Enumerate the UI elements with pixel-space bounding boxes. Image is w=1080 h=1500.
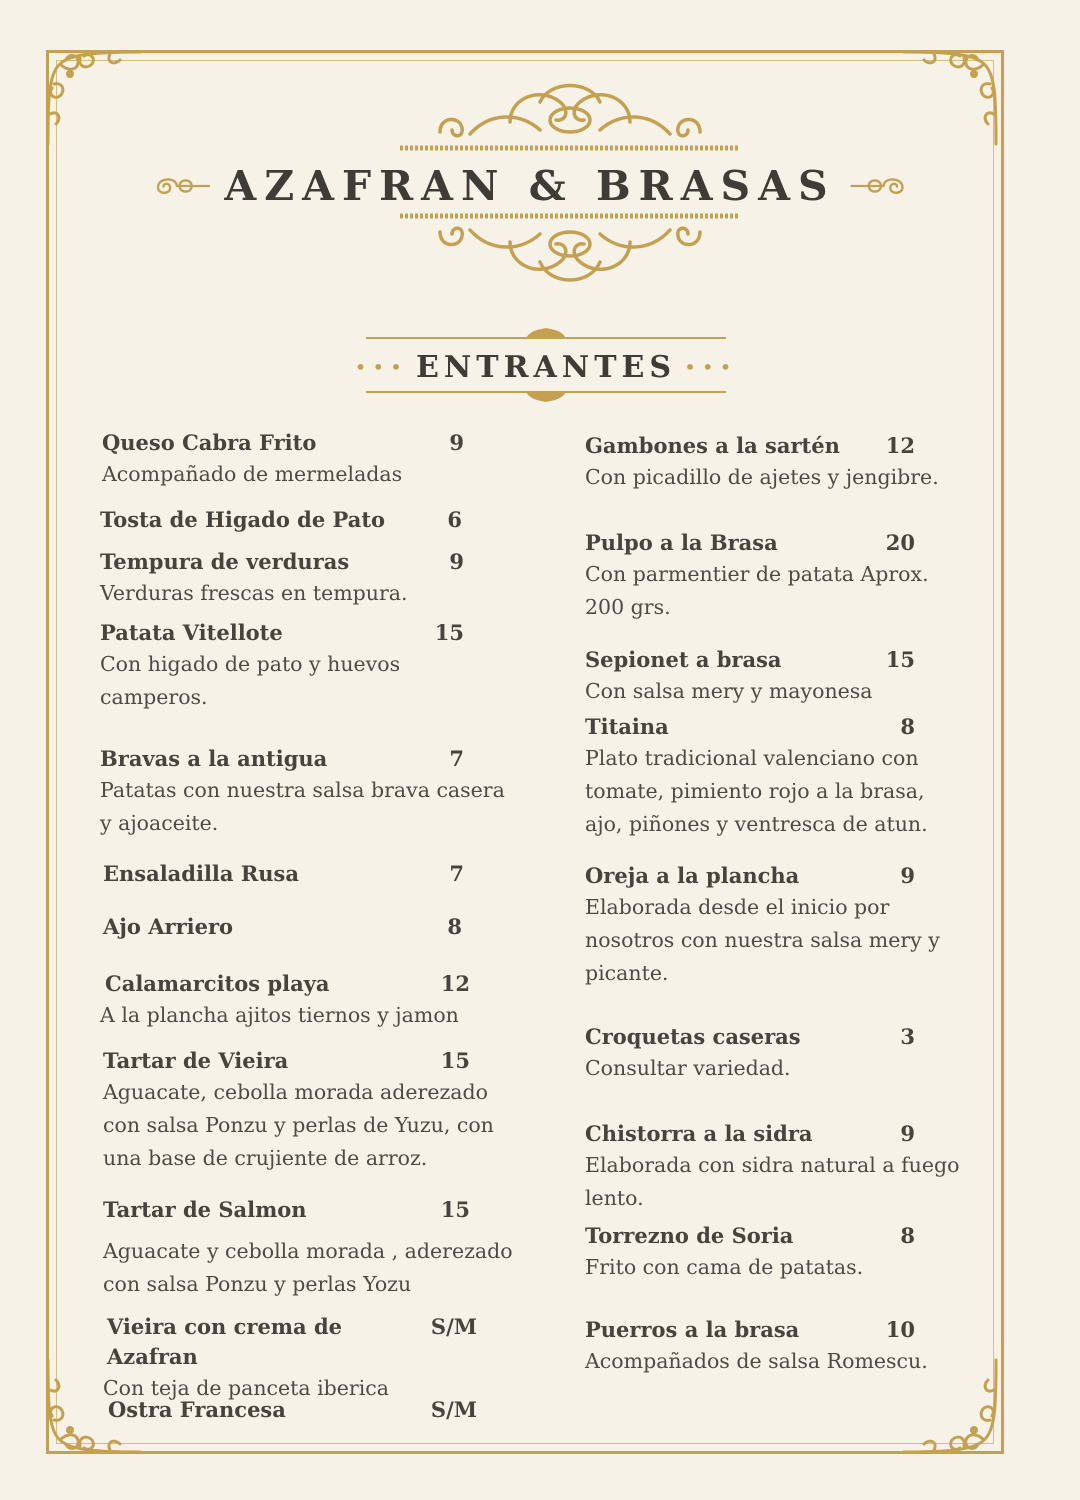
dish-name: Bravas a la antigua [100,746,328,771]
dish-description: Con parmentier de patata Aprox. [585,562,929,586]
section-title: ENTRANTES [415,349,677,385]
dish-description: A la plancha ajitos tiernos y jamon [100,1003,459,1027]
header-flourish-icon [400,212,740,294]
dish-name: Sepionet a brasa [585,647,782,672]
dish-description: con salsa Ponzu y perlas Yozu [103,1272,412,1296]
menu-item [103,1046,494,1175]
dish-description: Aguacate y cebolla morada , aderezado [103,1239,513,1263]
menu-item [100,505,462,535]
dish-name: Puerros a la brasa [585,1317,800,1342]
menu-item [585,1221,915,1284]
dish-name: Vieira con crema de Azafran [107,1314,342,1369]
dish-description: Patatas con nuestra salsa brava casera [100,778,505,802]
menu-item [585,1022,915,1085]
dish-price: 10 [885,1317,915,1342]
menu-item [585,861,940,990]
menu-item [585,431,939,494]
dots-icon: ••• [354,355,408,379]
divider-icon [366,388,726,404]
dish-description: Acompañados de salsa Romescu. [585,1349,928,1373]
menu-item [103,1195,513,1301]
dish-description: y ajoaceite. [100,811,219,835]
dish-description: Con picadillo de ajetes y jengibre. [585,465,939,489]
dish-name: Chistorra a la sidra [585,1121,813,1146]
brand-header [150,160,910,212]
dish-price: 7 [449,861,464,886]
section-header [354,345,738,389]
dish-name: Tartar de Vieira [103,1048,289,1073]
dish-description: Aguacate, cebolla morada aderezado [103,1080,488,1104]
menu-item [108,1395,477,1425]
dish-name: Tartar de Salmon [103,1197,307,1222]
menu-item [585,1119,960,1215]
dish-price: 20 [885,530,915,555]
dish-price: 15 [434,620,464,645]
menu-item [585,712,928,841]
menu-item [103,912,462,942]
dish-description: Plato tradicional valenciano con [585,746,919,770]
dish-description: Elaborada desde el inicio por [585,895,890,919]
dish-price: 9 [900,863,915,888]
dish-description: una base de crujiente de arroz. [103,1146,428,1170]
scroll-flourish-icon [150,169,210,203]
dish-name: Pulpo a la Brasa [585,530,778,555]
dish-description: con salsa Ponzu y perlas de Yuzu, con [103,1113,494,1137]
dish-price: 12 [440,971,470,996]
menu-item [100,618,464,714]
menu-item [103,859,464,889]
dish-description: Con salsa mery y mayonesa [585,679,873,703]
dish-description: 200 grs. [585,595,671,619]
dish-price: 15 [440,1048,470,1073]
dish-description: lento. [585,1186,644,1210]
menu-item [585,645,915,708]
dish-name: Tempura de verduras [100,549,350,574]
dish-price: 9 [900,1121,915,1146]
dish-name: Croquetas caseras [585,1024,801,1049]
dish-price: 7 [449,746,464,771]
dish-description: Elaborada con sidra natural a fuego [585,1153,960,1177]
dish-price: 15 [885,647,915,672]
corner-ornament-icon [40,44,150,154]
menu-item [585,528,929,624]
menu-item [103,1312,477,1405]
dish-name: Ajo Arriero [103,914,234,939]
dish-name: Tosta de Higado de Pato [100,507,386,532]
dish-name: Torrezno de Soria [585,1223,794,1248]
dish-price: 12 [885,433,915,458]
dish-description: tomate, pimiento rojo a la brasa, [585,779,925,803]
menu-item [100,744,505,840]
dish-name: Titaina [585,714,669,739]
menu-item [100,547,464,610]
dish-name: Oreja a la plancha [585,863,800,888]
dish-description: picante. [585,961,669,985]
dots-icon: ••• [684,355,738,379]
dish-price: 9 [449,549,464,574]
menu-item [102,428,464,491]
dish-description: Frito con cama de patatas. [585,1255,864,1279]
dish-name: Ostra Francesa [108,1397,286,1422]
dish-name: Queso Cabra Frito [102,430,317,455]
dish-price: 8 [447,914,462,939]
corner-ornament-icon [894,44,1004,154]
dish-price: 3 [900,1024,915,1049]
dish-description: ajo, piñones y ventresca de atun. [585,812,928,836]
menu-item [585,1315,928,1378]
dish-name: Patata Vitellote [100,620,283,645]
dish-description: Verduras frescas en tempura. [100,581,408,605]
divider-icon [366,326,726,342]
restaurant-name: AZAFRAN & BRASAS [224,162,836,210]
dish-price: 8 [900,1223,915,1248]
dish-name: Calamarcitos playa [105,971,330,996]
dish-price: 6 [447,507,462,532]
dish-name: Ensaladilla Rusa [103,861,299,886]
dish-description: Acompañado de mermeladas [102,462,403,486]
dish-description: Con teja de panceta iberica [103,1376,389,1400]
dish-name: Gambones a la sartén [585,433,840,458]
header-flourish-icon [400,72,740,152]
dish-description: Con higado de pato y huevos [100,652,401,676]
menu-item [100,969,470,1032]
dish-description: Consultar variedad. [585,1056,791,1080]
dish-description: nosotros con nuestra salsa mery y [585,928,940,952]
dish-price: 15 [440,1197,470,1222]
dish-price: S/M [430,1397,477,1422]
dish-price: S/M [430,1314,477,1339]
dish-description: camperos. [100,685,208,709]
scroll-flourish-icon [850,169,910,203]
dish-price: 8 [900,714,915,739]
dish-price: 9 [449,430,464,455]
